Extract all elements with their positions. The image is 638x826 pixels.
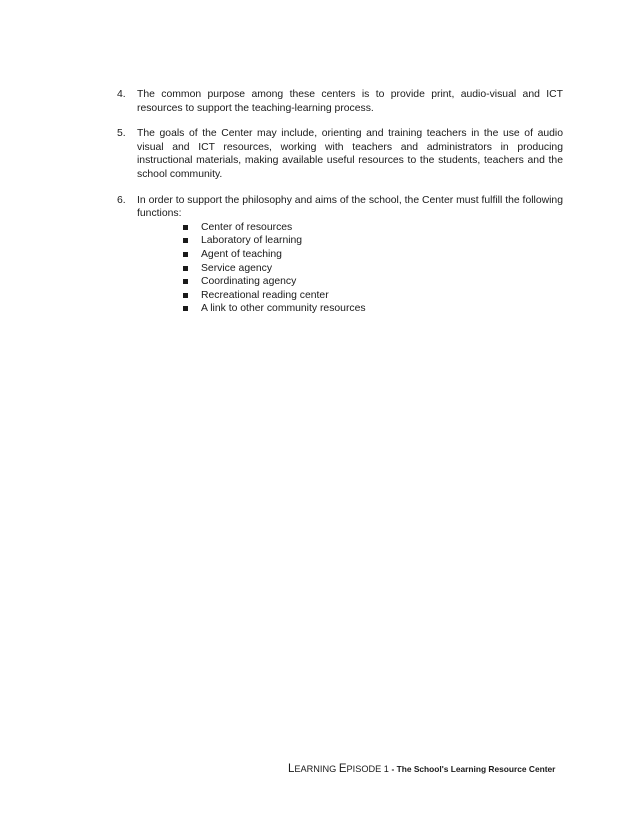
item-number: 5. <box>117 128 126 140</box>
item-text: The common purpose among these centers is to provide print, audio-visual and ICT resources to support the teaching-learning process. <box>137 89 563 114</box>
list-item-6 <box>117 194 563 221</box>
function-item: Coordinating agency <box>183 275 563 289</box>
function-item: Center of resources <box>183 221 563 235</box>
square-bullet-icon <box>183 225 188 230</box>
function-item: Laboratory of learning <box>183 234 563 248</box>
item-text: In order to support the philosophy and aims of the school, the Center must fulfill the following functions: <box>137 194 563 220</box>
square-bullet-icon <box>183 266 188 271</box>
function-item: Service agency <box>183 262 563 276</box>
page-footer: LEARNING EPISODE 1 - The School's Learning Resource Center <box>288 763 556 775</box>
function-item: A link to other community resources <box>183 302 563 316</box>
item-text: The goals of the Center may include, orienting and training teachers in the use of audio visual and ICT resources, working with teachers and administrators in producing instructional materials, making available useful resources to the students, teachers and the school community. <box>137 128 563 180</box>
functions-list <box>117 221 563 316</box>
list-item-4 <box>117 88 563 115</box>
square-bullet-icon <box>183 252 188 257</box>
square-bullet-icon <box>183 306 188 311</box>
function-item: Recreational reading center <box>183 289 563 303</box>
item-number: 4. <box>117 89 126 100</box>
document-body <box>117 88 563 316</box>
square-bullet-icon <box>183 279 188 284</box>
list-item-5 <box>117 127 563 181</box>
item-number: 6. <box>117 194 126 206</box>
square-bullet-icon <box>183 238 188 243</box>
function-item: Agent of teaching <box>183 248 563 262</box>
footer-subtitle: - The School's Learning Resource Center <box>391 764 556 774</box>
square-bullet-icon <box>183 293 188 298</box>
